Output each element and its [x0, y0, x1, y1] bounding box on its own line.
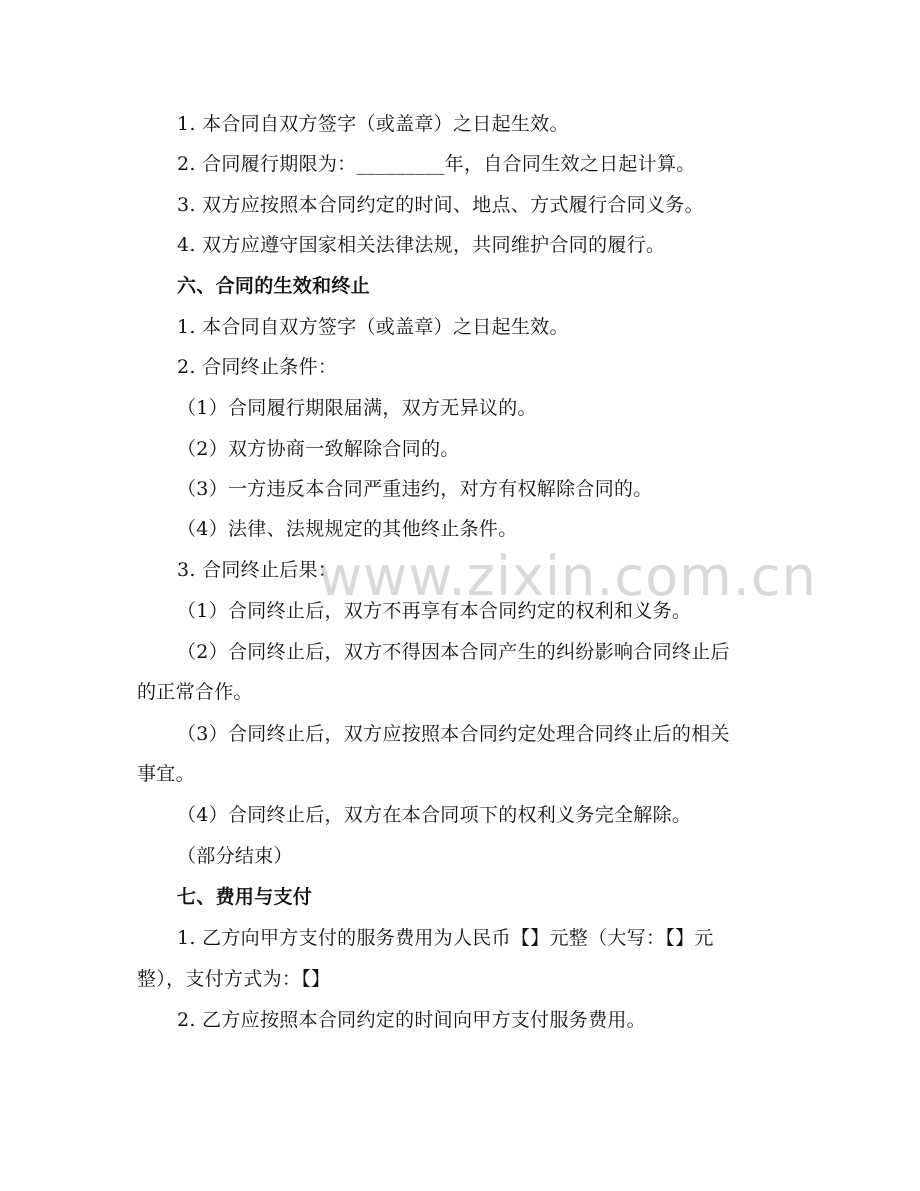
section-heading: 七、费用与支付	[177, 886, 313, 908]
clause-line: 3. 合同终止后果：	[177, 559, 338, 581]
sub-clause-line: （4）法律、法规规定的其他终止条件。	[177, 518, 518, 540]
clause-line: 4. 双方应遵守国家相关法律法规，共同维护合同的履行。	[177, 234, 666, 256]
clause-line: 1. 本合同自双方签字（或盖章）之日起生效。	[177, 316, 569, 338]
section-heading: 六、合同的生效和终止	[177, 275, 371, 297]
sub-clause-line: （3）一方违反本合同严重违约，对方有权解除合同的。	[177, 478, 653, 500]
sub-clause-line: （1）合同终止后，双方不再享有本合同约定的权利和义务。	[177, 600, 692, 622]
continuation-line: 整），支付方式为：【】	[137, 968, 331, 990]
sub-clause-line: （4）合同终止后，双方在本合同项下的权利义务完全解除。	[177, 804, 692, 826]
clause-line: 2. 合同履行期限为：_________年，自合同生效之日起计算。	[177, 153, 696, 175]
continuation-line: 事宜。	[137, 763, 195, 785]
watermark: www.zixin.com.cn	[318, 545, 817, 608]
sub-clause-line: （2）双方协商一致解除合同的。	[177, 438, 460, 460]
sub-clause-line: （1）合同履行期限届满，双方无异议的。	[177, 397, 537, 419]
clause-line: 2. 合同终止条件：	[177, 356, 338, 378]
continuation-line: 的正常合作。	[137, 681, 253, 703]
section-end-note: （部分结束）	[177, 845, 293, 867]
clause-line: 2. 乙方应按照本合同约定的时间向甲方支付服务费用。	[177, 1009, 646, 1031]
sub-clause-line: （2）合同终止后，双方不得因本合同产生的纠纷影响合同终止后	[177, 641, 730, 663]
clause-line: 1. 本合同自双方签字（或盖章）之日起生效。	[177, 113, 569, 135]
clause-line: 1. 乙方向甲方支付的服务费用为人民币【】元整（大写：【】元	[177, 927, 714, 949]
sub-clause-line: （3）合同终止后，双方应按照本合同约定处理合同终止后的相关	[177, 723, 730, 745]
clause-line: 3. 双方应按照本合同约定的时间、地点、方式履行合同义务。	[177, 194, 704, 216]
